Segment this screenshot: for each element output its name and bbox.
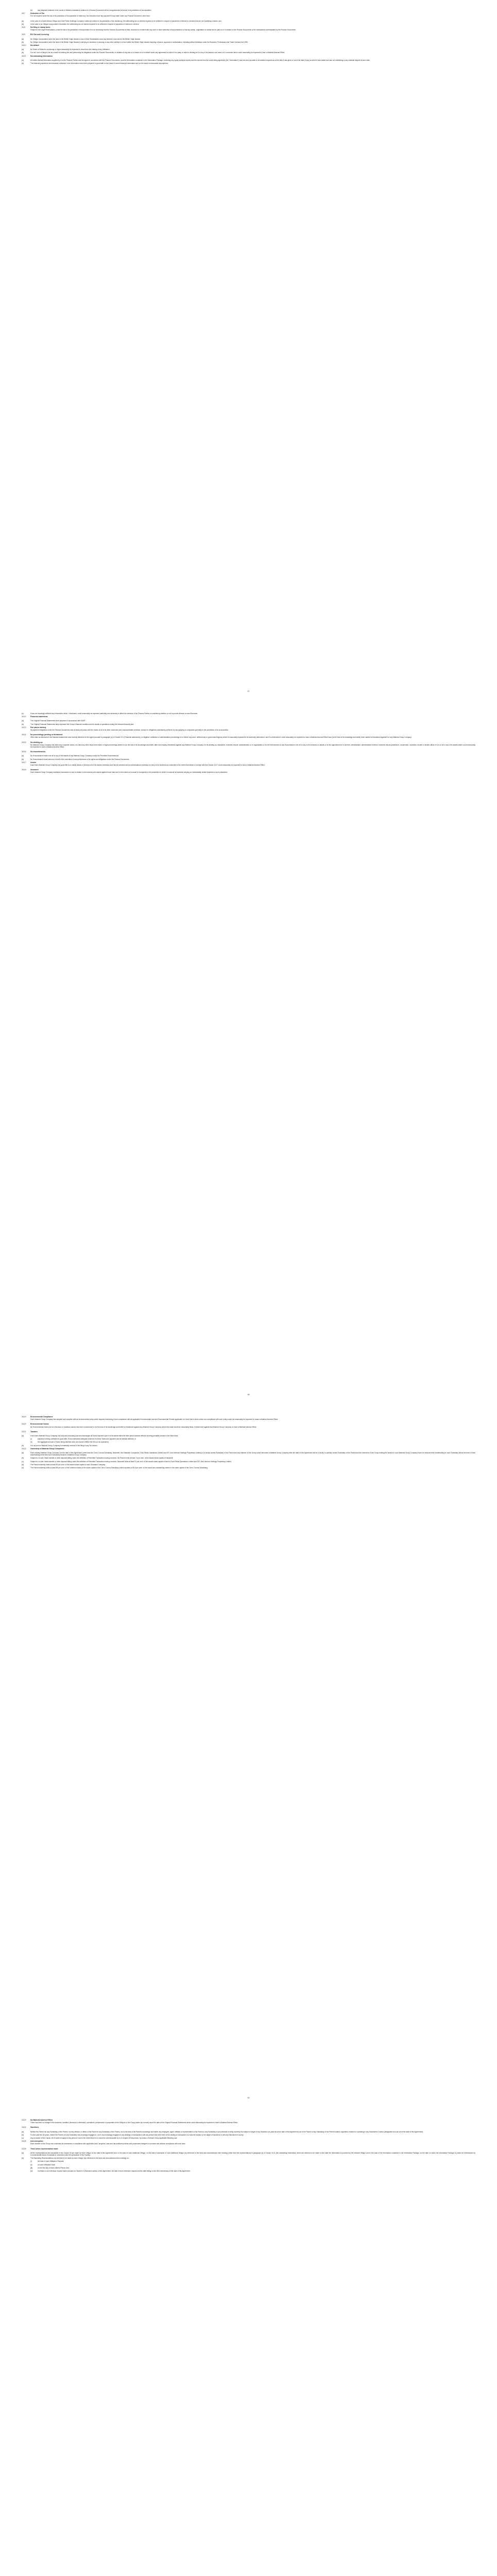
clause-18-16 <box>22 751 475 753</box>
list-item <box>22 713 475 715</box>
clause-heading: Sanctions <box>30 2126 39 2129</box>
clause-heading: Insurance <box>30 769 39 771</box>
item-label: (b) <box>22 1457 24 1460</box>
clause-number: 18.12 <box>22 716 26 718</box>
list-item <box>30 2170 475 2172</box>
list-item <box>22 2152 475 2156</box>
item-label: (d) <box>22 1463 24 1466</box>
item-text: on the first day of each Interest Period; and <box>38 2166 69 2169</box>
item-label: (a) <box>22 2130 24 2133</box>
item-label: (a) <box>22 1452 24 1454</box>
list-item <box>22 1445 475 1447</box>
item-label: (b) <box>22 41 24 43</box>
item-text: It and each Material Group Company has duly and punctually paid and discharged all Taxes imposed upon it or its assets within the time period allowed without incurring penalties except to the extent that: <box>30 1435 178 1437</box>
clause-heading: BVI Tax and Licencing <box>30 33 49 36</box>
clause-text: Subject to the Legal Reservations, under the law of its jurisdiction of incorporation it is not necessary that the Finance Documents be filed, recorded or enrolled with any court or other authority in that jurisdiction or that any stamp, registration or similar tax be paid on or in relation to the Finance Documents or the transactions contemplated by the Finance Documents. <box>30 29 296 31</box>
list-item <box>22 755 475 757</box>
item-text: No Obligor incorporated under the laws of the British Virgin Islands is carrying on business or carrying on any other activity in or from within the British Virgin Islands requiring a licence, approval or authorisation, including without limitation under the Business, Professions and Trade Licenses Act 1990. <box>30 41 248 43</box>
clause-18-11 <box>22 55 475 58</box>
list-item <box>30 2164 475 2166</box>
clause-number: 18.24 <box>22 2126 26 2129</box>
clause-number: 18.20 <box>22 1423 26 1426</box>
clause-number: 18.13 <box>22 726 26 728</box>
item-text: For the past five (5) years, neither the Parent nor any Subsidiary has knowingly engaged in, nor is now knowingly engaged in any dealings or transactions with any person that at the time of the dealing or transaction is or was the subject or the target of Sanctions or with any Sanctioned Country. <box>30 2133 244 2136</box>
clause-18-25 <box>22 2140 475 2146</box>
clause-18-18 <box>22 769 475 774</box>
list-item <box>22 41 475 43</box>
clause-text: Each Material Group Company has adopted and complies with an environmental policy which requires monitoring of and compliance with all applicable Environmental Law and Environmental Permits applicable to it from time to time unless non-compliance with such policy could not reasonably be expected to cause a Material Adverse Effect. <box>30 1418 278 1421</box>
clause-number: 18.8 <box>22 26 25 29</box>
item-text: The financial projections and forecasts contained in the Information have been prepared in good faith on the basis of recent historical information and on the basis of reasonable assumptions. <box>30 62 168 65</box>
clause-heading: Pari passu ranking <box>30 726 46 728</box>
clause-heading: No filing or stamp taxes <box>30 26 50 29</box>
item-label: (iv) <box>30 2170 33 2173</box>
item-label: (i) <box>30 1438 32 1440</box>
item-label: (i) <box>30 2160 32 2163</box>
clause-number: 18.25 <box>22 2140 26 2143</box>
list-item <box>22 720 475 722</box>
clause-heading: Environmental Claims <box>30 1423 49 1426</box>
list-item <box>22 62 475 64</box>
clause-18-7 <box>22 12 475 18</box>
item-text: Subject to no sale, lease transfer or other disposal falling under the definition of Permitted Transaction having occurred, the Parent holds at least 74 per cent. of the issued share capital of Newshelf. <box>30 1457 174 1460</box>
page-number: 59 <box>247 2097 250 2099</box>
item-label: (b) <box>22 723 24 725</box>
list-item <box>22 1435 475 1437</box>
list-item <box>30 1441 475 1443</box>
clause-heading: No winding-up <box>30 741 43 743</box>
clause-18-14 <box>22 734 475 739</box>
page-58 <box>0 703 497 1406</box>
item-label: (c) <box>22 2137 24 2140</box>
list-item <box>22 1457 475 1459</box>
page-60 <box>0 2110 497 2576</box>
item-text: No Encumbrance exists over all or any of the assets of any Material Group Company except for Permitted Encumbrances. <box>30 755 119 757</box>
list-item <box>22 2137 475 2139</box>
item-text: The Parent indirectly holds at least 90 per cent. of the issued share capital of each Ghanaian Company. <box>30 1463 106 1466</box>
clause-number: 18.7 <box>22 12 25 15</box>
list-item <box>22 2131 475 2133</box>
clause-18-17 <box>22 761 475 767</box>
item-text: payment is being contested in good faith, it has maintained adequate reserves for those Taxes and payment can be lawfully withheld; or <box>38 1438 136 1440</box>
item-label: (c) <box>22 713 24 715</box>
item-label: (a) <box>22 38 24 40</box>
item-text: any judgment obtained in the courts of Western Australia in relation to a Finance Document will be recognised and enforced in its jurisdiction of incorporation. <box>38 9 152 11</box>
item-label: (b) <box>22 758 24 760</box>
page-59 <box>0 1406 497 2110</box>
clause-number: 18.10 <box>22 44 26 47</box>
item-label: (a) <box>22 48 24 51</box>
item-text: in the case of a South African Obligor and Gold Fields Holdings Company Limited (in relation to its jurisdiction of tax residency), the withholding tax on interest required to be withheld in respect of payments of interest to Lenders that are not Qualifying Lenders; and <box>30 20 221 22</box>
item-label: (iii) <box>30 2166 33 2169</box>
item-label: (a) <box>22 2151 24 2154</box>
item-label: (ii) <box>30 1441 32 1444</box>
clause-heading: No proceedings pending or threatened <box>30 734 63 736</box>
item-label: (b) <box>22 2157 24 2160</box>
item-text: The Original Financial Statements fairly represent the Group's financial condition and its results of operations during the relevant financial year. <box>30 723 134 725</box>
item-text: Neither the Parent nor any Subsidiary of the Parent, nor any director or officer of the Parent or any Subsidiary of the Parent, nor to the best of the Parent's knowledge and belief, any employee, agent, affiliate or representative of the Parent or any Subsidiary is an individual or entity currently the subject or target of any Sanctions (in place as at the date of this Agreement) nor is the Parent or any Subsidiary of the Parent located, organised, resident or operating in any Sanctioned Country (designated as such as at the date of this Agreement). <box>30 2130 424 2133</box>
clause-18-21 <box>22 1431 475 1433</box>
item-text: The Repeating Representations are deemed to be made by each Obligor (by reference to the facts and circumstances then existing) on: <box>30 2157 129 2160</box>
item-text: Any provision of this Clause 18.24 shall not apply to any person if and to the extent that it is or would be unenforceable by or in respect of that person, by reason of breach of any applicable Blocking Law. <box>30 2137 178 2140</box>
item-text: No Obligor incorporated under the laws of the British Virgin Islands or any of their Subsidiaries owns any interest in any land in the British Virgin Islands. <box>30 38 141 40</box>
item-text: the date of each Utilisation Request; <box>38 2160 64 2163</box>
page-number: 58 <box>247 1394 250 1396</box>
item-label: (b) <box>22 52 24 54</box>
list-item <box>22 2134 475 2136</box>
clause-18-22 <box>22 1448 475 1450</box>
clause-text: Each Material Group Company maintains insurances on and in relation to its business and assets against those risks and to the extent as is usual for companies in the jurisdiction in which it conducts its business carrying on substantially similar business in such jurisdiction. <box>30 771 228 774</box>
item-label: (a) <box>22 1435 24 1437</box>
clause-heading: Deduction of Tax <box>30 12 45 15</box>
clause-number: 18.17 <box>22 761 26 764</box>
list-item <box>22 1452 475 1456</box>
clause-text: Other than as disclosed in the financial statements most recently delivered to the Agent pursuant to paragraph (a) of Clause 19.1 (Financial statements), no litigation, arbitration or administrative proceedings of or before any court, arbitral body or government agency which is reasonably expected to be adversely determined, and if so determined, could reasonably be expected to have a Material Adverse Effect have (to the best of its knowledge and belief) been started or threatened against it or any Material Group Company. <box>30 736 412 739</box>
list-item <box>22 59 475 61</box>
item-text: Each existing Material Group Company (on the date of this Agreement (other than the Cerro Corona Subsidiary, Newshelf, the Ghanaian Companies, Gold Fields Operations Limited and GFI Joint Venture Holdings Proprietary Limited)) is a wholly-owned Subsidiary of the Parent and any member of the Group which becomes a Material Group Company after the date of this Agreement will be a wholly or partially owned Subsidiary of the Parent and the members of the Group holding the shares in such Material Group Company have not reduced their shareholding in such Subsidiary below the level of their shareholding at the time such Subsidiary became a Material Group Company. <box>30 1452 475 1456</box>
clause-heading: No default <box>30 44 39 47</box>
list-item <box>30 9 475 11</box>
item-text: Subject to no sale, lease transfer or other disposal falling under the definition of Permitted Transaction having occurred, Newshelf holds at least 74 per cent. of the issued share capital of each of Gold Fields Operations Limited and GFI Joint Venture Holdings Proprietary Limited. <box>30 1460 232 1463</box>
item-text: It is not and no Material Group Company is materially overdue in the filing of any Tax returns. <box>30 1444 98 1447</box>
clause-number: 18.26 <box>22 2147 26 2150</box>
item-label: (b) <box>22 1444 24 1447</box>
list-item <box>22 2157 475 2159</box>
item-text: The Original Financial Statements were prepared in accordance with GAAP. <box>30 720 85 722</box>
clause-heading: No misleading information <box>30 55 53 57</box>
page-number: 57 <box>247 690 250 692</box>
list-item <box>22 1464 475 1466</box>
item-text: It is not, nor is it likely to be as a result of entering into and performing its obligations under the Finance Documents, in violation of any law or in breach of or in default under any agreement to which it is a party or which is binding on it or any of its assets to an extent or in a manner which could reasonably be expected to have a Material Adverse Effect. <box>30 52 285 54</box>
list-item <box>22 1461 475 1463</box>
clause-heading: Financial statements <box>30 716 48 718</box>
clause-heading: Times when representation made <box>30 2147 58 2150</box>
item-label: (ii) <box>30 2163 32 2166</box>
item-label: (b) <box>22 23 24 25</box>
clause-18-24 <box>22 2126 475 2129</box>
clause-heading: Assets <box>30 761 37 764</box>
clause-number: 18.23 <box>22 2119 26 2121</box>
list-item <box>22 1467 475 1469</box>
list-item <box>30 1438 475 1440</box>
clause-number: 18.21 <box>22 1430 26 1433</box>
clause-number: 18.9 <box>22 33 25 36</box>
clause-18-9 <box>22 33 475 36</box>
clause-18-13 <box>22 726 475 732</box>
list-item <box>30 2160 475 2162</box>
clause-number: 18.14 <box>22 734 26 736</box>
item-text: No Encumbrance would arise as a result of the execution of and performance of its rights and obligations under the Finance Documents. <box>30 758 130 760</box>
clause-text: No Environmental Claim (not of a frivolous or vexatious nature) has been commenced or (to the best of its knowledge and belief) is threatened against any Material Group Company where that claim would be reasonably likely, if determined against that Material Group Company, to have a Material Adverse Effect. <box>30 1426 257 1428</box>
item-text: in relation to an extension request made pursuant to Clause 6.2 (Extension option) of this Agreement, the date of such extension request and the date falling on the third anniversary of the date of this Agreement. <box>38 2170 191 2173</box>
list-item <box>22 758 475 760</box>
clause-number: 18.16 <box>22 751 26 753</box>
list-item <box>30 2167 475 2169</box>
list-item <box>22 52 475 54</box>
list-item <box>22 723 475 725</box>
clause-text: There has been no change in the business, condition (financial or otherwise), operations, performance or properties of the Obligors or the Group (taken as a whole) since the date of the Original Financial Statements which could reasonably be expected to have a Material Adverse Effect. <box>30 2122 238 2124</box>
clause-number: 18.19 <box>22 1416 26 1418</box>
clause-18-8 <box>22 26 475 32</box>
clause-18-23 <box>22 2119 475 2125</box>
clause-text: Its payment obligations under the Finance Documents rank at least pari passu with the claims of all of its other unsecured and unsubordinated creditors, except for obligations mandatorily preferred by law applying to companies generally in the jurisdiction of its incorporation. <box>30 729 229 732</box>
clause-text: No Material Group Company has taken any corporate action, nor have any other steps been taken or legal proceedings started or (to the best of its knowledge and belief, after due enquiry) threatened against any Material Group Company, for its winding-up, dissolution, business rescue, administration or re-organisation or for the enforcement of any Encumbrance over all or any of its revenues or assets or for the appointment of a receiver, administrator, administrative receiver, business rescue practitioner, conservator, custodian, trustee or similar officer of it or of all or any of its assets which could reasonably be expected to have a Material Adverse Effect. <box>30 743 475 749</box>
list-item <box>22 38 475 40</box>
clause-18-10 <box>22 44 475 47</box>
item-text: in the case of an Obligor incorporated in Australia, the withholding tax on interest required to be withheld in respect of payments of interest to Lenders. <box>30 23 140 25</box>
list-item <box>22 48 475 50</box>
clause-text: Each member of the Group has conducted its businesses in compliance with applicable Anti-Corruption Laws and has instituted policies and procedures designed to promote and achieve compliance with such laws. <box>30 2143 186 2145</box>
item-text: All written factual information supplied by it to the Finance Parties and the Agent in connection with the Finance Documents, (and the information contained in the Information Package, excluding any equity analysts reports and the reports from the credit rating agencies) (the "Information") was true and accurate in all material respects as at the date it was given or as at the date (if any) at which it was stated and was not misleading in any material respect at such date. <box>30 59 370 61</box>
item-label: (e) <box>22 1467 24 1469</box>
clause-18-20 <box>22 1423 475 1429</box>
item-label: (b) <box>22 2133 24 2136</box>
item-text: the aggregate amount of Taxes being withheld does not exceed US$30,000,000 (or its equivalent). <box>38 1441 109 1444</box>
item-label: (a) <box>22 755 24 757</box>
page-57 <box>0 0 497 703</box>
item-label: (a) <box>22 720 24 722</box>
item-label: (b) <box>30 9 32 11</box>
clause-heading: Environmental Compliance <box>30 1416 53 1418</box>
item-label: (a) <box>22 59 24 61</box>
clause-18-12 <box>22 716 475 718</box>
clause-heading: Anti-corruption <box>30 2140 43 2143</box>
clause-heading: No Material Adverse Effect <box>30 2119 53 2121</box>
clause-18-15 <box>22 741 475 750</box>
item-text: All the representations and warranties in this Clause 18 are made by each Obligor on the date of this Agreement and, in the case of each Additional Obligor, on the date of accession of such Additional Obligor (by reference to the facts and circumstances then existing) (other than the representations in paragraph (a) of Clause 18.11 (No misleading information) which are deemed to be made on the date the Information is provided by the relevant Obligor and in the case of the information contained in the Information Package, on the date on which the Information Package is posted on Debtdomain by Commonwealth Bank of Australia in connection with the syndication of the Facility). <box>30 2151 475 2157</box>
clause-number: 18.22 <box>22 1447 26 1450</box>
item-text: It has not knowingly withheld any information which, if disclosed, could reasonably be expected materially and adversely to affect the decision of the Finance Parties in considering whether or not to provide finance to each Borrower. <box>30 713 198 715</box>
list-item <box>22 23 475 25</box>
clause-heading: Ownership of Material Group Companies <box>30 1447 64 1450</box>
item-text: The Parent indirectly holds at least 98 per cent. of the common shares in the share capital of the Cerro Corona Subsidiary (which equates to 98.5 per cent. of the issued and outstanding shares in the share capital of the Cerro Corona Subsidiary). <box>30 1467 209 1469</box>
item-text: No Event of Default is continuing or might reasonably be expected to result from the making of any Utilisation. <box>30 48 110 51</box>
item-label: (c) <box>22 1460 24 1463</box>
clause-18-19 <box>22 1416 475 1421</box>
item-text: on each Utilisation Date; <box>38 2163 56 2166</box>
item-label: (b) <box>22 62 24 65</box>
item-label: (a) <box>22 20 24 22</box>
clause-18-26 <box>22 2148 475 2150</box>
clause-number: 18.18 <box>22 769 26 771</box>
clause-number: 18.11 <box>22 55 26 57</box>
clause-number: 18.15 <box>22 741 26 743</box>
clause-heading: Taxation <box>30 1430 38 1433</box>
clause-heading: No encumbrances <box>30 751 46 753</box>
clause-text: It and each Material Group Company has good title to or validly leases or licences all of the assets necessary and has all consents and/or authorisations necessary to carry on its business as conducted to the extent that failure to comply with this Clause 18.17 could reasonably be expected to have a Material Adverse Effect. <box>30 764 265 767</box>
clause-text: It is not required under the law of its jurisdiction of incorporation to make any Tax Deduction from any payment it may make under any Finance Document, other than: <box>30 15 150 18</box>
list-item <box>22 20 475 22</box>
